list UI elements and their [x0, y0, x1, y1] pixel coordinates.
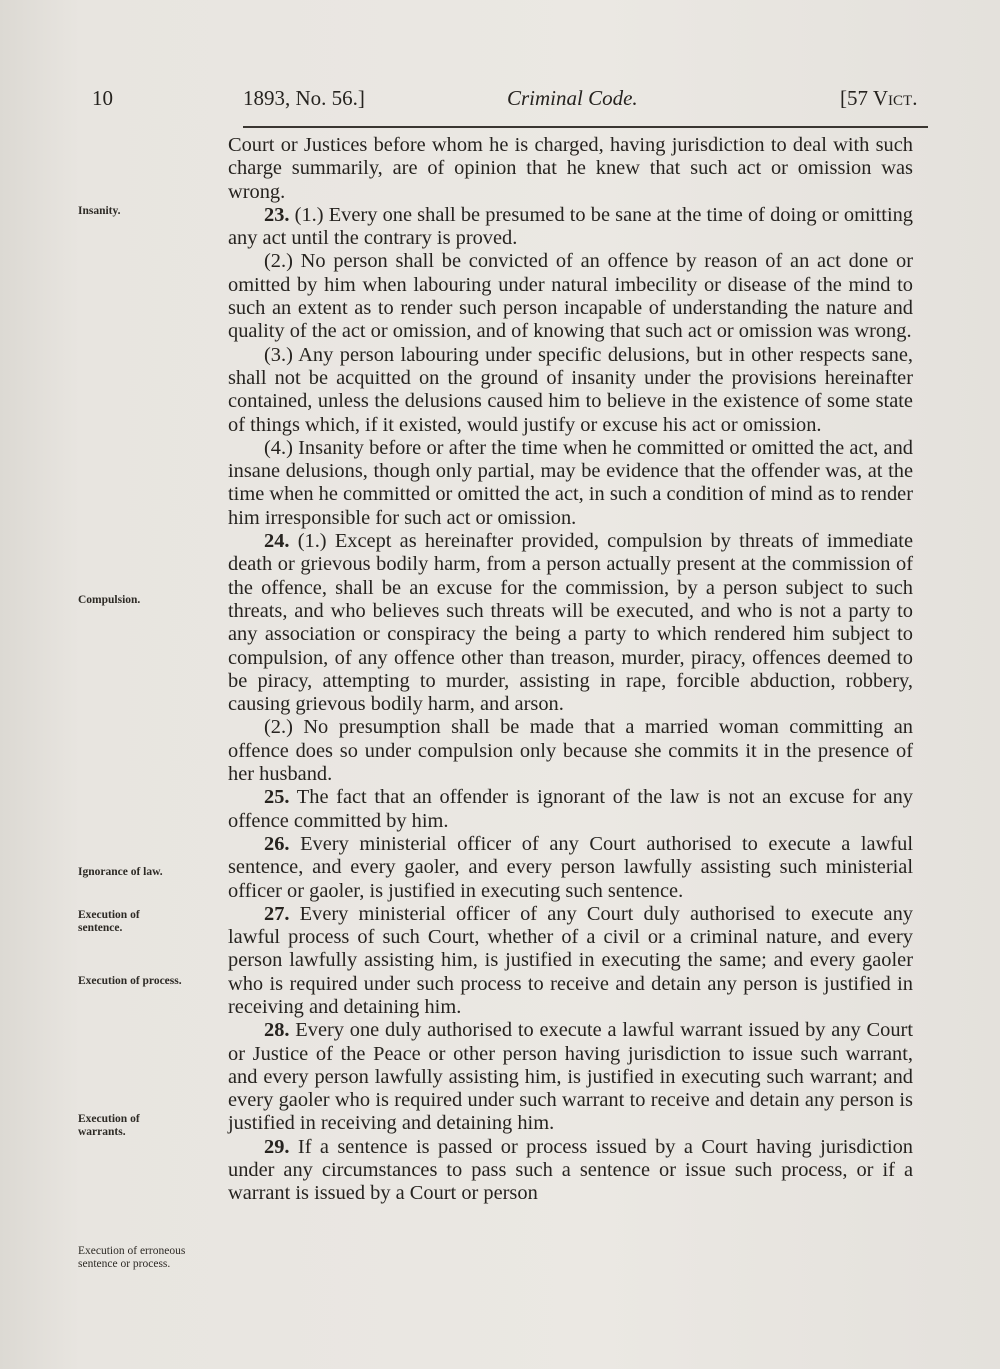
- section-23-3: (3.) Any person labouring under specific delusions, but in other respects sane, shall not be acquitted on the ground of insanity under the provisions hereinafter contained, unless the delusions caused him to believe in the existence of some state of things which, if it existed, would justify or excuse his act or omission.: [228, 343, 913, 436]
- section-number: 24.: [264, 530, 290, 553]
- section-number: 25.: [264, 786, 290, 809]
- margin-note-compulsion: Compulsion.: [78, 594, 141, 606]
- margin-note-execution-of-sentence: Execution of sentence.: [78, 909, 140, 934]
- section-text: Every ministerial officer of any Court authorised to execute a lawful sentence, and every gaoler, and every person lawfully assisting such ministerial officer or gaoler, is justified in executing such sentence.: [228, 832, 913, 902]
- running-header: [0, 86, 1000, 116]
- regnal-year: [57 Vict.: [840, 86, 918, 110]
- margin-note-ignorance-of-law: Ignorance of law.: [78, 866, 163, 878]
- page-number: 10: [92, 86, 113, 110]
- section-25: [228, 786, 913, 833]
- section-text: If a sentence is passed or process issued by a Court having jurisdiction under any circumstances to pass such a sentence or issue such process, or if a warrant is issued by a Court or person: [228, 1135, 913, 1205]
- section-23-4: (4.) Insanity before or after the time when he committed or omitted the act, and insane delusions, though only partial, may be evidence that the offender was, at the time when he committed or omitted the act, in such a condition of mind as to render him irresponsible for such act or omission.: [228, 436, 913, 529]
- section-number: 28.: [264, 1019, 290, 1042]
- section-text: The fact that an offender is ignorant of the law is not an excuse for any offence committed by him.: [228, 786, 913, 832]
- section-24-1: [228, 530, 913, 716]
- margin-note-insanity: Insanity.: [78, 205, 121, 217]
- margin-note-execution-of-process: Execution of process.: [78, 975, 182, 987]
- section-28: [228, 1019, 913, 1135]
- margin-note-execution-of-warrants: Execution of warrants.: [78, 1113, 140, 1138]
- section-text: Every one duly authorised to execute a lawful warrant issued by any Court or Justice of the Peace or other person having jurisdiction to issue such warrant, and every person lawfully assisting him, is justified in executing such warrant; and every gaoler who is required under such warrant to receive and detain any person is justified in receiving and detaining him.: [228, 1019, 913, 1135]
- section-text: (1.) Every one shall be presumed to be sane at the time of doing or omitting any act until the contrary is proved.: [228, 203, 913, 250]
- section-24-2: (2.) No presumption shall be made that a married woman committing an offence does so under compulsion only because she commits it in the presence of her husband.: [228, 716, 913, 786]
- section-text: Every ministerial officer of any Court duly authorised to execute any lawful process of such Court, whether of a civil or a criminal nature, and every person lawfully assisting him, is justified in executing the same; and every gaoler who is required under such process to receive and detain any person is justified in receiving and detaining him.: [228, 902, 913, 1018]
- section-number: 27.: [264, 902, 290, 925]
- section-text: (1.) Except as hereinafter provided, compulsion by threats of immediate death or grievous bodily harm, from a person actually present at the commission of the offence, shall be an excuse for the commission, by a person subject to such threats, and who believes such threats will be executed, and who is not a party to any association or conspiracy the being a party to which rendered him subject to compulsion, of any offence other than treason, murder, piracy, offences deemed to be piracy, attempting to murder, assisting in rape, forcible abduction, robbery, causing grievous bodily harm, and arson.: [228, 530, 913, 716]
- section-27: [228, 903, 913, 1019]
- section-number: 23.: [264, 203, 290, 226]
- section-26: [228, 833, 913, 903]
- section-23-1: [228, 204, 913, 251]
- section-number: 26.: [264, 832, 290, 855]
- section-number: 29.: [264, 1135, 290, 1158]
- paragraph-continuation: Court or Justices before whom he is charged, having jurisdiction to deal with such charge summarily, are of opinion that he knew that such act or omission was wrong.: [228, 134, 913, 203]
- act-year-number: 1893, No. 56.]: [243, 86, 365, 110]
- section-29: [228, 1136, 913, 1206]
- header-rule: [243, 126, 928, 128]
- section-23-2: (2.) No person shall be convicted of an offence by reason of an act done or omitted by him when labouring under natural imbecility or disease of the mind to such an extent as to render such person incapable of understanding the nature and quality of the act or omission, and of knowing that such act or omission was wrong.: [228, 250, 913, 343]
- running-title: Criminal Code.: [507, 86, 638, 110]
- margin-note-execution-of-erroneous-sentence: Execution of erroneous sentence or process.: [78, 1245, 186, 1270]
- statute-text: [228, 134, 913, 1206]
